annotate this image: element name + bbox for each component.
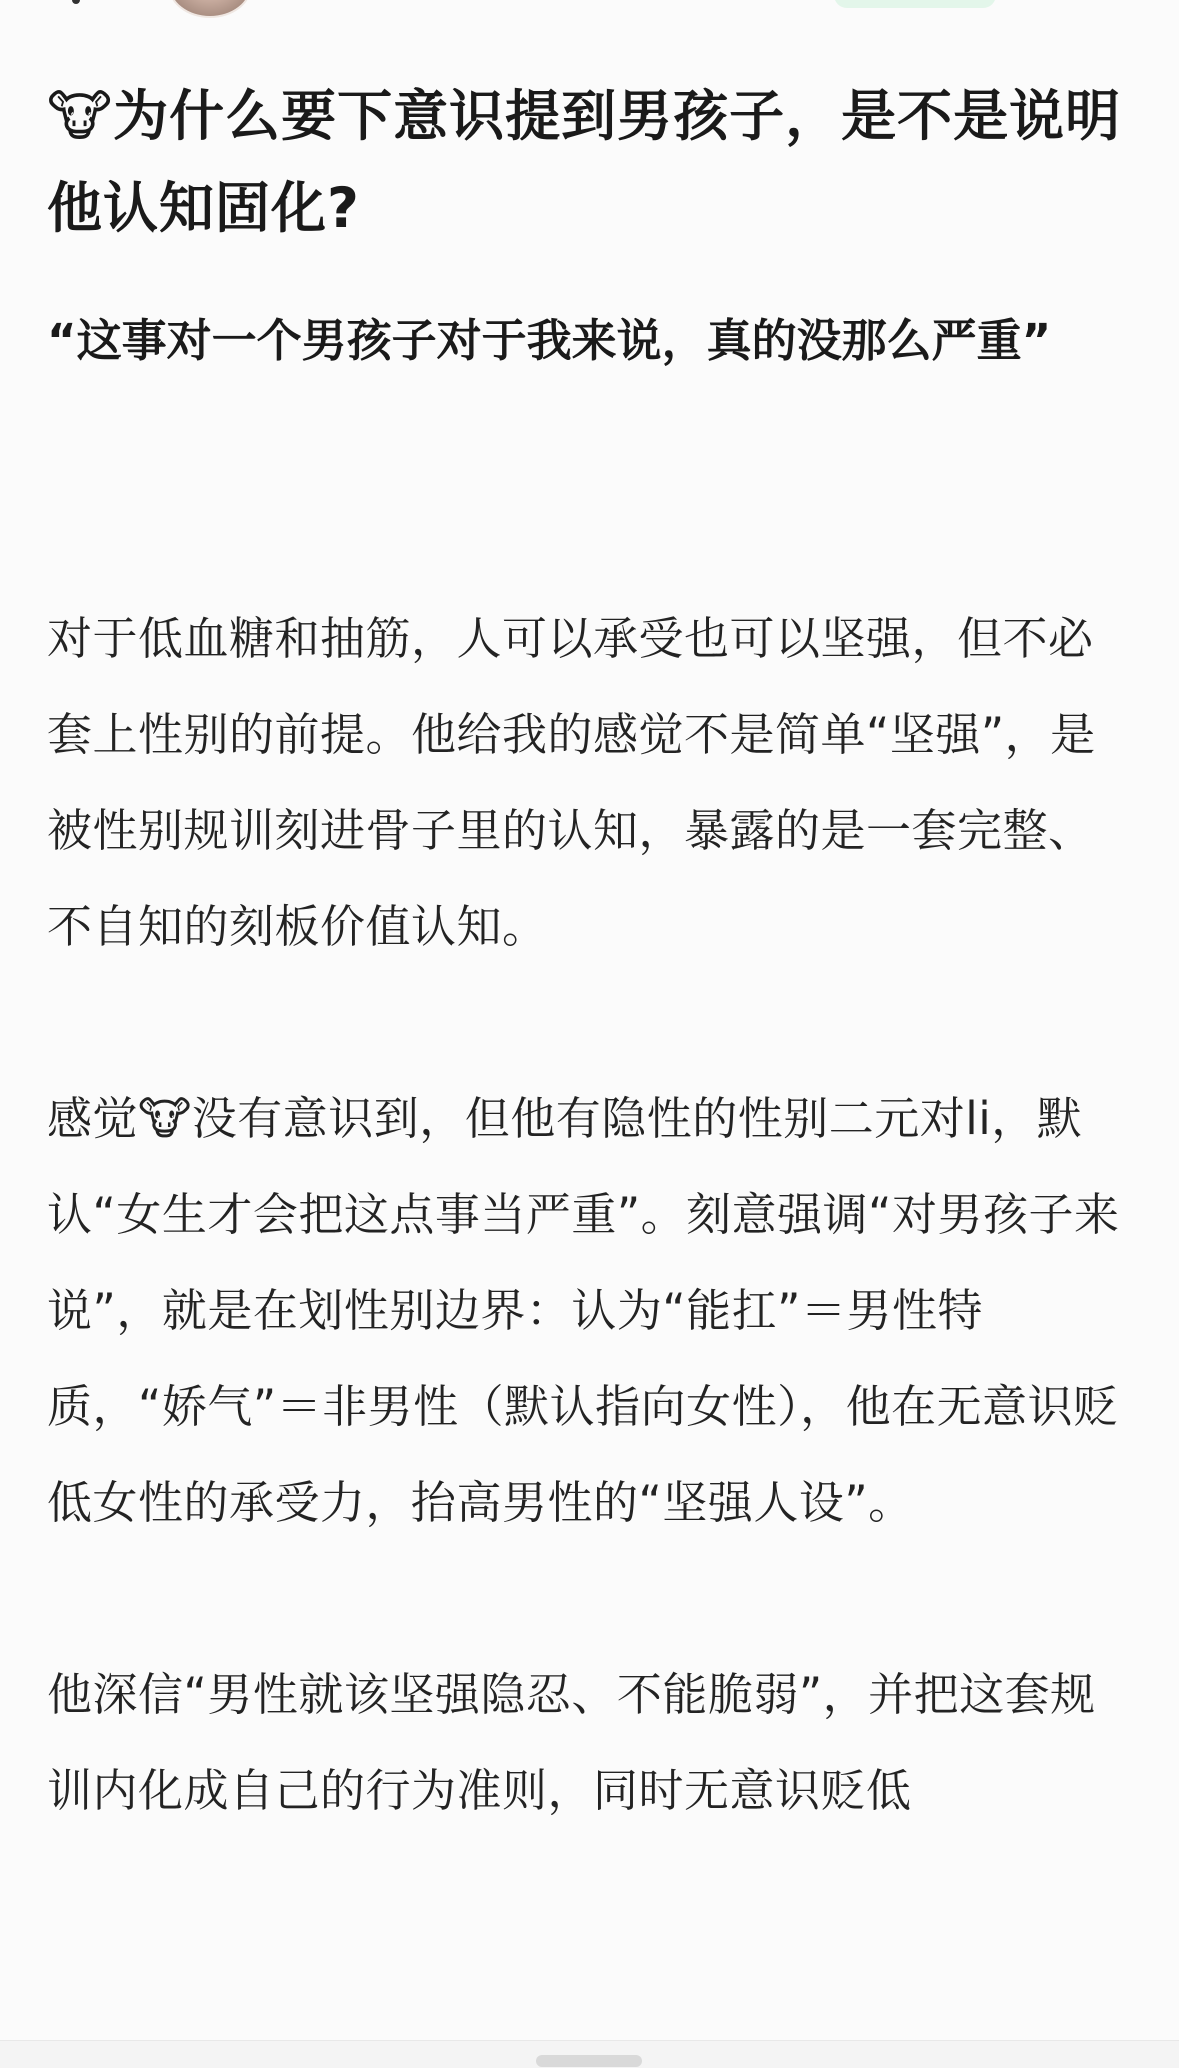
author-header: [0, 0, 1179, 20]
paragraph-1: 对于低血糖和抽筋，人可以承受也可以坚强，但不必套上性别的前提。他给我的感觉不是简单“坚强”，是被性别规训刻进骨子里的认知，暴露的是一套完整、不自知的刻板价值认知。: [47, 612, 1096, 953]
paragraph-3: 他深信“男性就该坚强隐忍、不能脆弱”，并把这套规训内化成自己的行为准则，同时无意识贬低: [47, 1668, 1096, 1817]
paragraph-2-lead: 感觉: [47, 1092, 139, 1145]
paragraph-2: [47, 1071, 1137, 1551]
cow-emoji-icon: 🐮: [47, 84, 114, 148]
quoted-statement: “这事对一个男孩子对于我来说，真的没那么严重”: [47, 314, 1052, 367]
home-indicator[interactable]: [536, 2055, 642, 2067]
post-content: [47, 70, 1137, 1839]
paragraph-2-body: 没有意识到，但他有隐性的性别二元对li，默认“女生才会把这点事当严重”。刻意强调“对男孩子来说”，就是在划性别边界：认为“能扛”＝男性特质，“娇气”＝非男性（默认指向女性），他在无意识贬低女性的承受力，抬高男性的“坚强人设”。: [47, 1092, 1120, 1529]
follow-button[interactable]: [834, 0, 996, 8]
author-avatar[interactable]: [168, 0, 252, 18]
cow-emoji-icon: 🐮: [138, 1092, 192, 1145]
post-title: [47, 70, 1137, 254]
back-icon[interactable]: [72, 0, 80, 4]
post-title-text: 为什么要下意识提到男孩子，是不是说明他认知固化?: [47, 84, 1122, 240]
